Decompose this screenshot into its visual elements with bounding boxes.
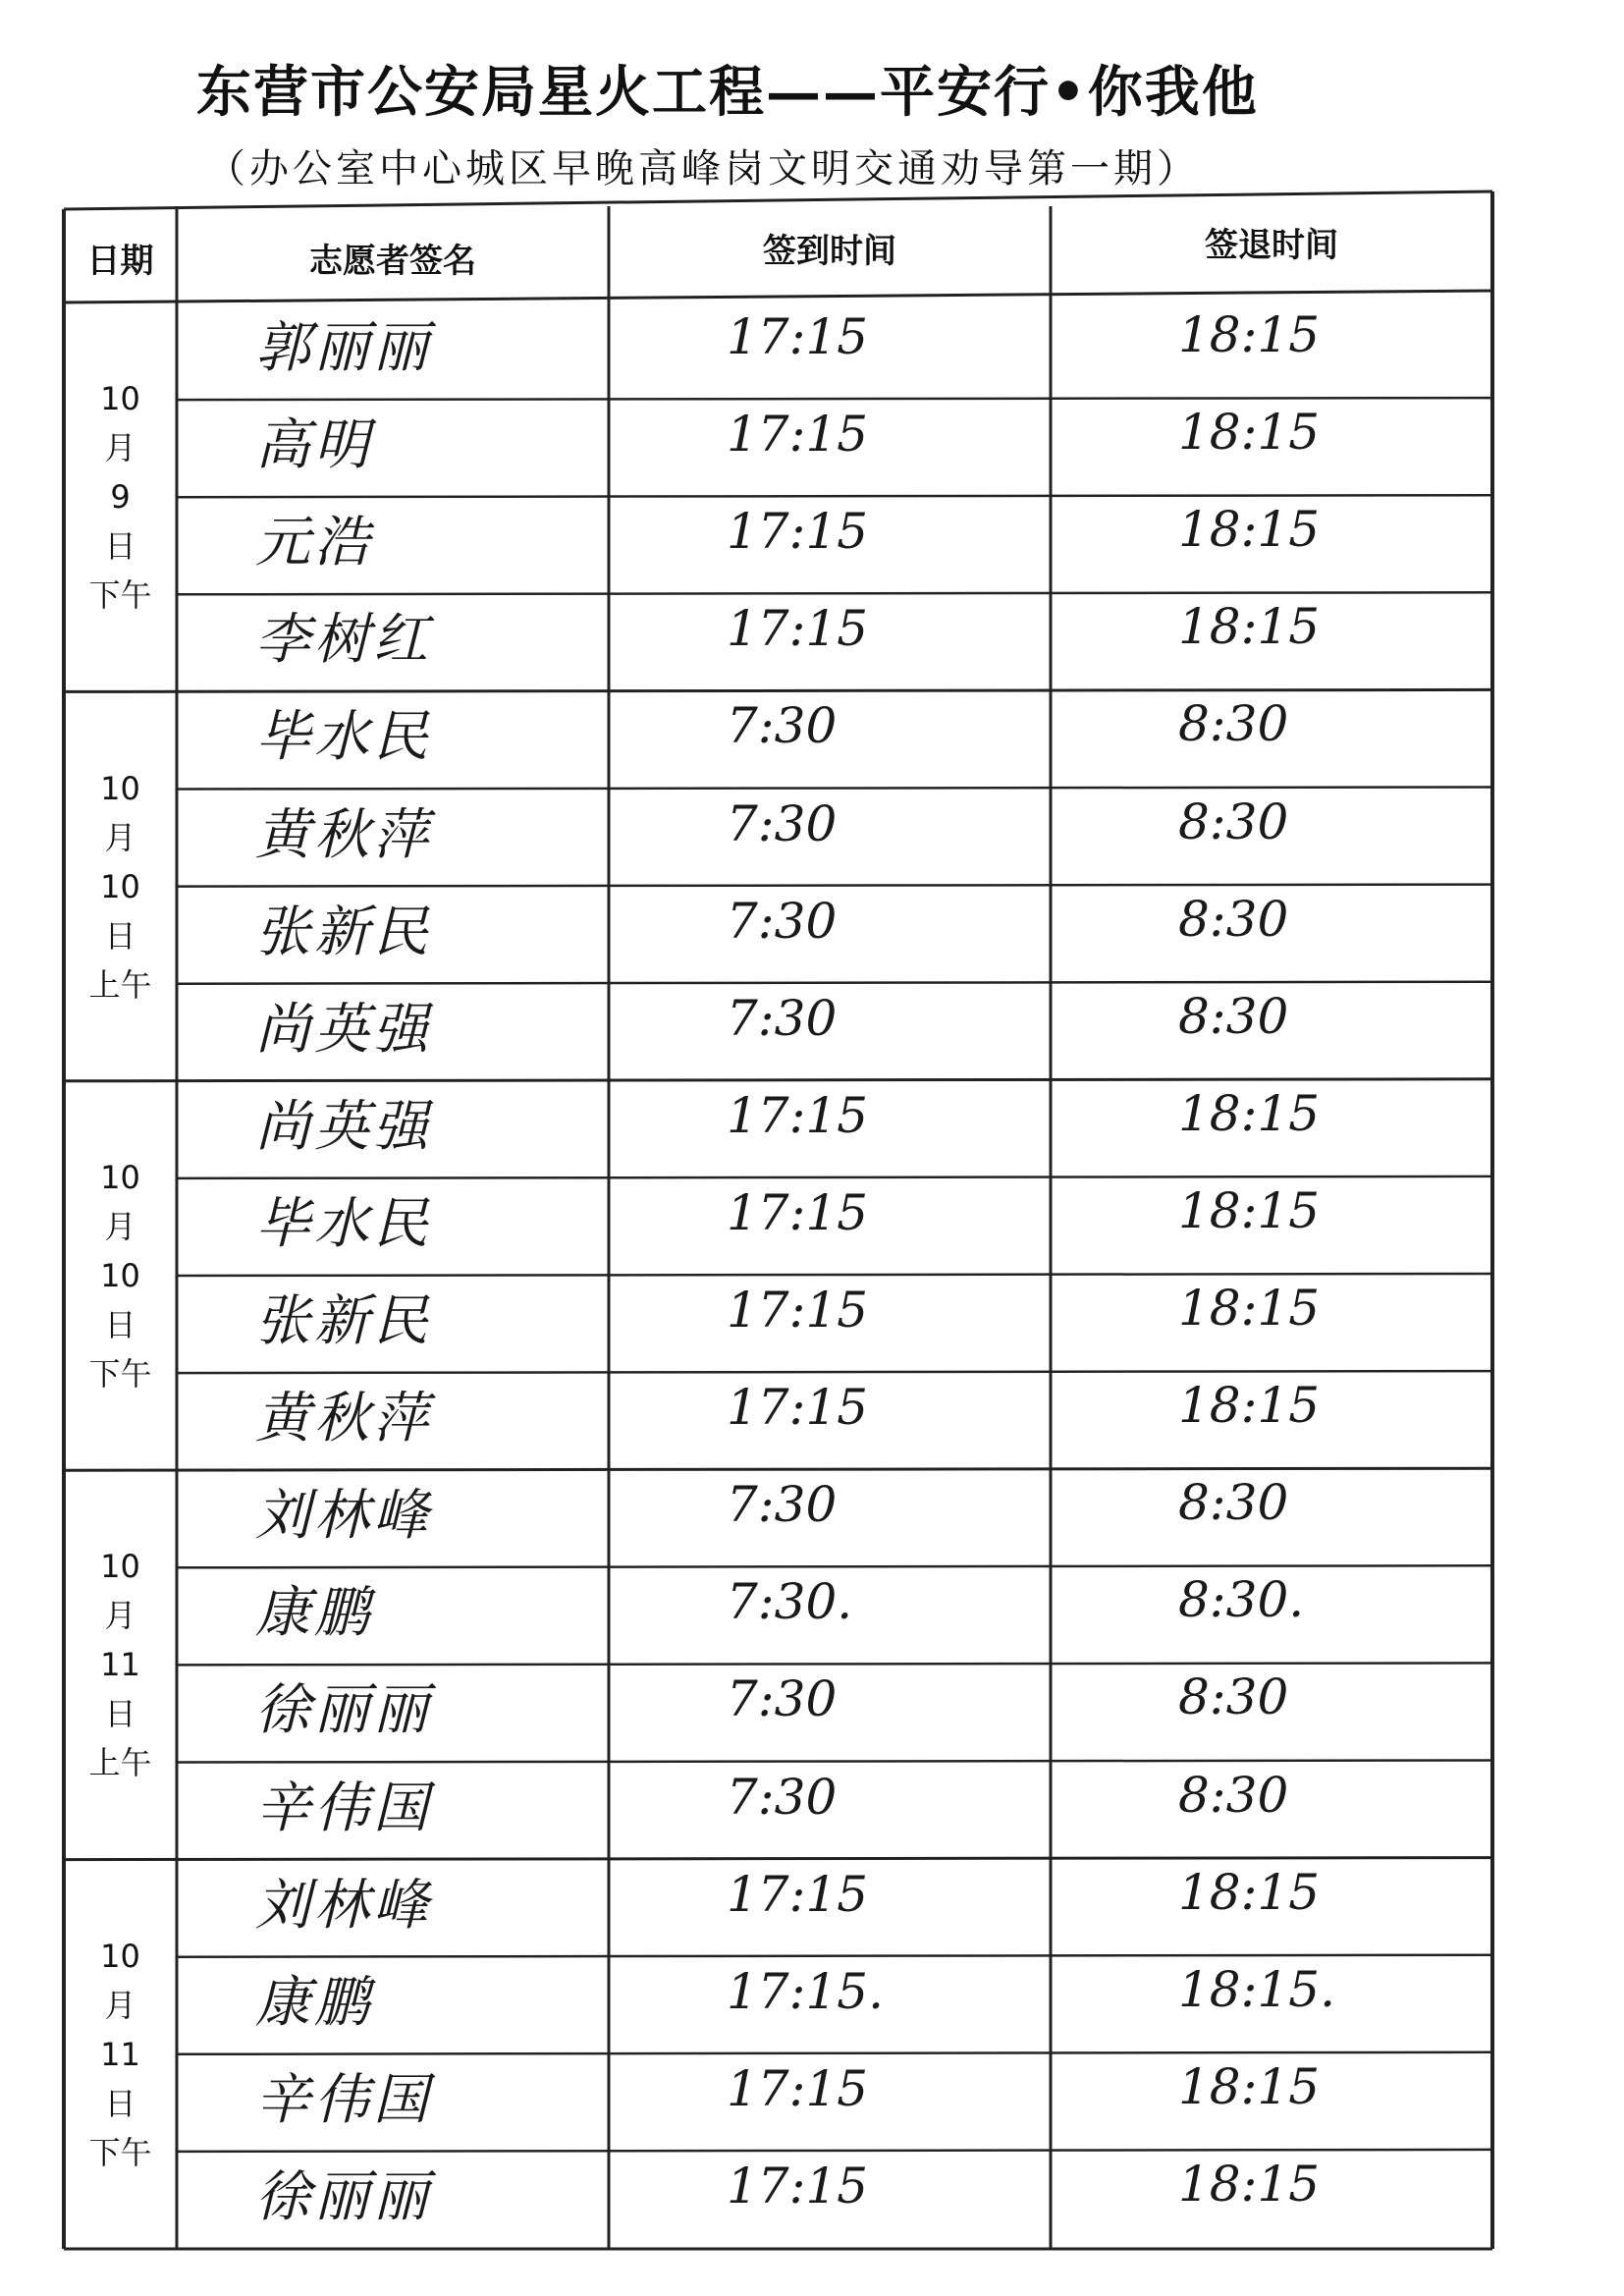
grid-line xyxy=(64,689,1492,691)
checkout-time: 18:15 xyxy=(1178,2057,1321,2115)
checkin-time: 17:15 xyxy=(727,1865,869,1923)
date-line: 日 xyxy=(104,2084,136,2122)
checkout-time: 8:30 xyxy=(1178,1668,1289,1726)
grid-line xyxy=(177,1761,1492,1763)
checkout-time: 18:15 xyxy=(1178,1377,1321,1435)
date-line: 月 xyxy=(104,1208,136,1245)
document-subtitle: （办公室中心城区早晚高峰岗文明交通劝导第一期） xyxy=(206,146,1200,191)
grid-line xyxy=(177,1565,1492,1567)
volunteer-signature: 郭丽丽 xyxy=(255,316,432,380)
date-line: 日 xyxy=(104,527,136,566)
checkin-time: 7:30 xyxy=(727,989,838,1047)
date-line: 下午 xyxy=(88,576,152,615)
date-line: 月 xyxy=(104,429,136,467)
header-date: 日期 xyxy=(86,242,154,281)
volunteer-signature: 黄秋萍 xyxy=(255,1387,432,1451)
date-line: 日 xyxy=(104,1695,136,1733)
date-line: 下午 xyxy=(88,1355,152,1393)
checkout-time: 18:15 xyxy=(1178,1181,1321,1239)
date-line: 10 xyxy=(100,867,140,905)
checkin-time: 7:30 xyxy=(727,1476,838,1534)
checkout-time: 8:30 xyxy=(1178,1474,1289,1532)
grid-line xyxy=(177,2150,1492,2152)
checkin-time: 17:15 xyxy=(727,308,869,365)
volunteer-signature: 刘林峰 xyxy=(255,1873,432,1938)
volunteer-signature: 尚英强 xyxy=(255,997,432,1062)
volunteer-signature: 毕水民 xyxy=(255,705,432,770)
checkout-time: 18:15 xyxy=(1178,1084,1321,1142)
date-cell xyxy=(64,1153,177,1398)
grid-line xyxy=(64,1858,1492,1860)
checkout-time: 8:30 xyxy=(1178,695,1289,753)
checkout-time: 18:15 xyxy=(1178,2155,1321,2213)
date-line: 10 xyxy=(100,769,140,807)
date-line: 10 xyxy=(100,1159,140,1196)
checkout-time: 8:30 xyxy=(1178,987,1289,1045)
grid-line xyxy=(177,885,1492,887)
date-line: 11 xyxy=(100,1646,140,1684)
grid-line xyxy=(177,788,1492,790)
date-line: 日 xyxy=(104,1306,136,1343)
grid-line xyxy=(177,2052,1492,2054)
date-line: 月 xyxy=(104,818,136,856)
date-line: 10 xyxy=(100,1257,140,1294)
volunteer-signature: 元浩 xyxy=(255,511,373,575)
checkin-time: 17:15 xyxy=(727,1086,869,1144)
date-cell xyxy=(64,1542,177,1787)
grid-line xyxy=(177,1663,1492,1665)
grid-line xyxy=(64,1079,1492,1081)
checkin-time: 17:15 xyxy=(727,600,869,658)
checkout-time: 18:15 xyxy=(1178,1863,1321,1921)
date-line: 下午 xyxy=(88,2133,152,2171)
volunteer-signature: 高明 xyxy=(255,413,373,478)
date-line: 上午 xyxy=(88,965,152,1004)
checkin-time: 17:15 xyxy=(727,2059,869,2117)
volunteer-signature: 康鹏 xyxy=(255,1581,373,1646)
checkin-time: 7:30 xyxy=(727,794,838,852)
grid-line xyxy=(177,1274,1492,1276)
checkin-time: 7:30 xyxy=(727,1768,838,1826)
date-line: 10 xyxy=(100,1937,140,1975)
checkout-time: 8:30 xyxy=(1178,890,1289,948)
checkout-time: 8:30 xyxy=(1178,793,1289,850)
grid-line xyxy=(177,1371,1492,1373)
grid-line xyxy=(64,191,1492,209)
volunteer-signature: 徐丽丽 xyxy=(255,2164,432,2229)
checkout-time: 18:15. xyxy=(1178,1960,1335,2018)
date-line: 日 xyxy=(104,916,136,955)
volunteer-signature: 辛伟国 xyxy=(255,1776,432,1840)
grid-line xyxy=(177,1176,1492,1178)
checkout-time: 18:15 xyxy=(1178,306,1321,363)
date-cell xyxy=(64,374,177,620)
volunteer-signature: 徐丽丽 xyxy=(255,1678,432,1743)
volunteer-signature: 黄秋萍 xyxy=(255,802,432,867)
grid-line xyxy=(64,1468,1492,1470)
volunteer-signature: 李树红 xyxy=(255,608,432,673)
volunteer-signature: 辛伟国 xyxy=(255,2067,432,2132)
header-checkin: 签到时间 xyxy=(763,232,896,271)
checkin-time: 17:15 xyxy=(727,1282,869,1339)
volunteer-signature: 张新民 xyxy=(255,900,432,964)
grid-line xyxy=(64,291,1492,302)
date-line: 月 xyxy=(104,1986,136,2024)
checkout-time: 8:30 xyxy=(1178,1766,1289,1824)
date-line: 11 xyxy=(100,2035,140,2073)
checkout-time: 18:15 xyxy=(1178,501,1321,559)
checkin-time: 7:30 xyxy=(727,697,838,755)
checkin-time: 17:15. xyxy=(727,1962,884,2020)
checkin-time: 17:15 xyxy=(727,406,869,464)
grid-line xyxy=(177,982,1492,984)
document-title: 东营市公安局星火工程——平安行•你我他 xyxy=(196,60,1259,125)
grid-line xyxy=(177,495,1492,497)
grid-line xyxy=(177,592,1492,594)
date-line: 10 xyxy=(100,1548,140,1586)
volunteer-signature: 张新民 xyxy=(255,1289,432,1353)
volunteer-signature: 尚英强 xyxy=(255,1094,432,1159)
grid-line xyxy=(177,1955,1492,1957)
checkout-time: 18:15 xyxy=(1178,1280,1321,1337)
volunteer-signature: 刘林峰 xyxy=(255,1484,432,1549)
checkin-time: 7:30 xyxy=(727,1670,838,1728)
checkin-time: 17:15 xyxy=(727,2157,869,2214)
date-line: 9 xyxy=(110,478,131,517)
checkout-time: 18:15 xyxy=(1178,404,1321,462)
checkin-time: 7:30. xyxy=(727,1573,853,1631)
checkin-time: 17:15 xyxy=(727,503,869,561)
checkout-time: 8:30. xyxy=(1178,1571,1305,1629)
date-line: 月 xyxy=(104,1597,136,1635)
date-cell xyxy=(64,764,177,1010)
date-line: 上午 xyxy=(88,1744,152,1782)
header-signature: 志愿者签名 xyxy=(309,242,476,281)
volunteer-signature: 康鹏 xyxy=(255,1970,373,2035)
date-line: 10 xyxy=(100,380,140,418)
checkin-time: 7:30 xyxy=(727,892,838,950)
header-checkout: 签退时间 xyxy=(1205,226,1338,265)
checkout-time: 18:15 xyxy=(1178,598,1321,656)
grid-line xyxy=(177,398,1492,400)
volunteer-signature: 毕水民 xyxy=(255,1191,432,1256)
checkin-time: 17:15 xyxy=(727,1379,869,1437)
date-cell xyxy=(64,1932,177,2177)
checkin-time: 17:15 xyxy=(727,1183,869,1241)
